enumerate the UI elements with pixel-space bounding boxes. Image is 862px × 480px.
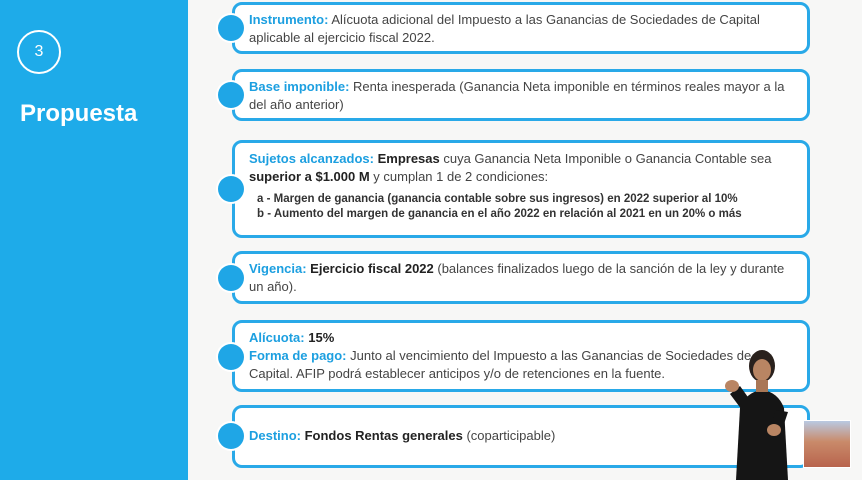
step-number-badge <box>17 30 61 74</box>
conditions-list <box>249 192 795 222</box>
card-emphasis: Empresas <box>373 151 440 166</box>
sign-language-interpreter <box>722 348 798 480</box>
condition-item-a: a - Margen de ganancia (ganancia contable sobre sus ingresos) en 2022 superior al 10% <box>257 193 738 205</box>
card-base-imponible <box>232 69 810 121</box>
card-text: (balances finalizados luego de la sanción de la ley y durante un año). <box>249 261 785 294</box>
card-label: Vigencia: <box>249 261 307 276</box>
bullet-dot <box>218 265 244 291</box>
card-label: Sujetos alcanzados: <box>249 151 374 166</box>
card-text: Junto al vencimiento del Impuesto a las Ganancias de Sociedades de Capital. AFIP podrá establecer anticipos y/o de retenciones en la fuente. <box>249 348 752 381</box>
card-emphasis: 15% <box>304 330 335 345</box>
section-title: Propuesta <box>20 100 138 127</box>
card-vigencia <box>232 251 810 304</box>
card-text: (coparticipable) <box>462 428 556 443</box>
card-text: Renta inesperada (Ganancia Neta imponible en términos reales mayor a la del año anterior) <box>249 79 785 112</box>
card-text: Alícuota adicional del Impuesto a las Ganancias de Sociedades de Capital aplicable al ejercicio fiscal 2022. <box>249 12 760 45</box>
card-label: Forma de pago: <box>249 348 347 363</box>
building-thumbnail <box>803 420 851 468</box>
bullet-dot <box>218 423 244 449</box>
sidebar-panel <box>0 0 188 480</box>
card-sujetos-alcanzados <box>232 140 810 238</box>
card-emphasis: Fondos Rentas generales <box>301 428 463 443</box>
bullet-dot <box>218 15 244 41</box>
bullet-dot <box>218 344 244 370</box>
bullet-dot <box>218 82 244 108</box>
condition-item-b: b - Aumento del margen de ganancia en el año 2022 en relación al 2021 en un 20% o más <box>257 208 742 220</box>
card-label: Alícuota: <box>249 330 305 345</box>
card-text: y cumplan 1 de 2 condiciones: <box>369 169 549 184</box>
card-emphasis: superior a $1.000 M <box>249 169 370 184</box>
step-number: 3 <box>34 43 44 60</box>
card-emphasis: Ejercicio fiscal 2022 <box>306 261 434 276</box>
card-label: Base imponible: <box>249 79 350 94</box>
card-text: cuya Ganancia Neta Imponible o Ganancia Contable sea <box>439 151 772 166</box>
card-label: Instrumento: <box>249 12 329 27</box>
bullet-dot <box>218 176 244 202</box>
card-instrumento <box>232 2 810 54</box>
card-label: Destino: <box>249 428 301 443</box>
